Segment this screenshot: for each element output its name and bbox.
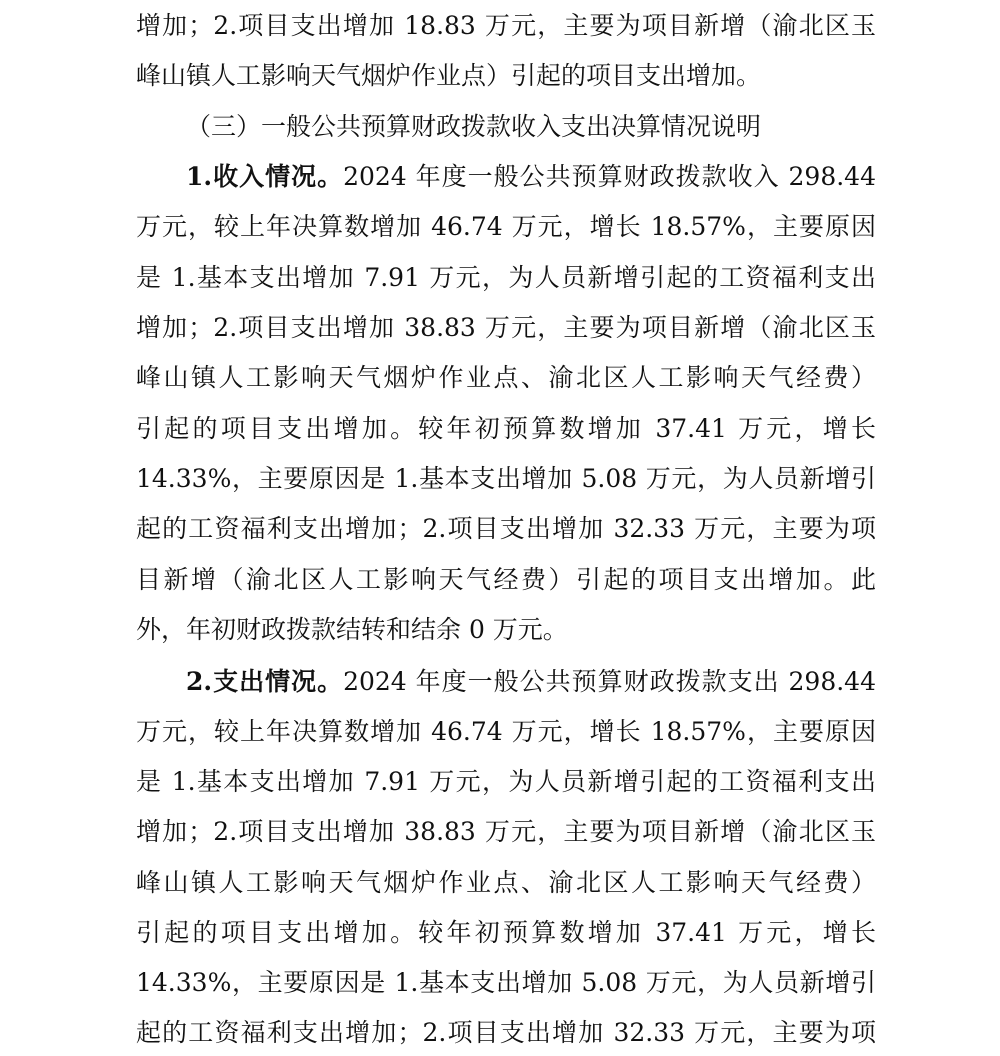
paragraph-line: 起的工资福利支出增加；2.项目支出增加 32.33 万元，主要为项 bbox=[136, 1018, 876, 1047]
paragraph-line: 目新增（渝北区人工影响天气经费）引起的项目支出增加。此 bbox=[136, 565, 876, 594]
income-line-rest: 2024 年度一般公共预算财政拨款收入 298.44 bbox=[343, 162, 876, 191]
expenditure-paragraph-first-line bbox=[186, 662, 876, 702]
paragraph-line: 是 1.基本支出增加 7.91 万元，为人员新增引起的工资福利支出 bbox=[136, 767, 876, 796]
expenditure-line-rest: 2024 年度一般公共预算财政拨款支出 298.44 bbox=[343, 667, 876, 696]
paragraph-line: 外，年初财政拨款结转和结余 0 万元。 bbox=[136, 615, 568, 644]
paragraph-line: 万元，较上年决算数增加 46.74 万元，增长 18.57%，主要原因 bbox=[136, 212, 876, 241]
paragraph-line: 增加；2.项目支出增加 38.83 万元，主要为项目新增（渝北区玉 bbox=[136, 817, 876, 846]
paragraph-line: 峰山镇人工影响天气烟炉作业点、渝北区人工影响天气经费） bbox=[136, 363, 876, 392]
paragraph-line: 14.33%，主要原因是 1.基本支出增加 5.08 万元，为人员新增引 bbox=[136, 968, 876, 997]
income-label: 1.收入情况。 bbox=[186, 162, 344, 191]
expenditure-label: 2.支出情况。 bbox=[186, 667, 344, 696]
paragraph-line: 峰山镇人工影响天气烟炉作业点、渝北区人工影响天气经费） bbox=[136, 868, 876, 897]
income-paragraph-first-line bbox=[186, 157, 876, 197]
paragraph-line: 峰山镇人工影响天气烟炉作业点）引起的项目支出增加。 bbox=[136, 61, 762, 90]
paragraph-line: 14.33%，主要原因是 1.基本支出增加 5.08 万元，为人员新增引 bbox=[136, 464, 876, 493]
paragraph-line: 起的工资福利支出增加；2.项目支出增加 32.33 万元，主要为项 bbox=[136, 514, 876, 543]
paragraph-line: 是 1.基本支出增加 7.91 万元，为人员新增引起的工资福利支出 bbox=[136, 263, 876, 292]
paragraph-line: 引起的项目支出增加。较年初预算数增加 37.41 万元，增长 bbox=[136, 918, 876, 947]
section-heading: （三）一般公共预算财政拨款收入支出决算情况说明 bbox=[186, 112, 762, 141]
paragraph-line: 增加；2.项目支出增加 18.83 万元，主要为项目新增（渝北区玉 bbox=[136, 11, 876, 40]
paragraph-line: 万元，较上年决算数增加 46.74 万元，增长 18.57%，主要原因 bbox=[136, 717, 876, 746]
paragraph-line: 增加；2.项目支出增加 38.83 万元，主要为项目新增（渝北区玉 bbox=[136, 313, 876, 342]
paragraph-line: 引起的项目支出增加。较年初预算数增加 37.41 万元，增长 bbox=[136, 414, 876, 443]
